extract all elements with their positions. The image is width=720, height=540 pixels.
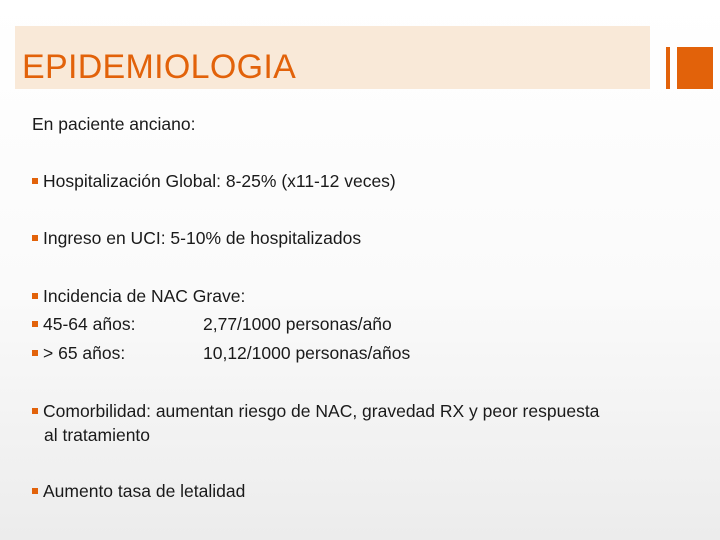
slide-title: EPIDEMIOLOGIA (22, 48, 297, 86)
bullet-comorbilidad (32, 400, 599, 422)
bullet-age-65 (32, 342, 532, 364)
age-value: 2,77/1000 personas/año (203, 314, 392, 334)
age-label: 45-64 años: (43, 314, 136, 334)
bullet-text: Aumento tasa de letalidad (43, 481, 246, 501)
bullet-text: Ingreso en UCI: 5-10% de hospitalizados (43, 228, 362, 248)
bullet-marker (32, 488, 38, 494)
intro-text: En paciente anciano: (32, 114, 196, 134)
age-value: 10,12/1000 personas/años (203, 343, 411, 363)
bullet-comorbilidad-continuation: al tratamiento (44, 425, 151, 445)
bullet-hospitalizacion (32, 170, 396, 192)
age-label: > 65 años: (43, 343, 126, 363)
bullet-marker (32, 235, 38, 241)
bullet-incidencia (32, 285, 245, 307)
bullet-marker (32, 321, 38, 327)
accent-bar-thick (677, 47, 713, 89)
bullet-marker (32, 408, 38, 414)
bullet-text: Incidencia de NAC Grave: (43, 286, 246, 306)
bullet-age-45-64 (32, 313, 532, 335)
bullet-text: Hospitalización Global: 8-25% (x11-12 veces) (43, 171, 396, 191)
bullet-uci (32, 227, 361, 249)
bullet-text: Comorbilidad: aumentan riesgo de NAC, gravedad RX y peor respuesta (43, 401, 600, 421)
accent-bar-thin (666, 47, 670, 89)
bullet-marker (32, 350, 38, 356)
bullet-marker (32, 293, 38, 299)
bullet-letalidad (32, 480, 245, 502)
bullet-marker (32, 178, 38, 184)
